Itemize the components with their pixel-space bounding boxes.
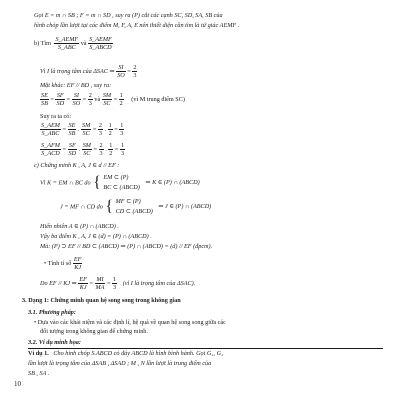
part-b: b) Tìm $\frac{\text{S\_AEMF}}{\text{S\_ABC}}$ và $\frac{\text{S\_AEMF}}{\text{S\_ABCD}}$ — [34, 36, 112, 52]
text-line: Vậy ba điểm K , A, J ∈ (d) = (P) ∩ (ABCD) . — [40, 233, 152, 240]
text-line: Gọi E = m ∩ SB ; F = m ∩ SD , suy ra (P) cắt các cạnh SC, SD, SA, SB của — [34, 12, 223, 19]
area-ratio-2: $\frac{\text{S\_AFM}}{\text{S\_ACD}}$ = $\frac{SF}{SD}$ . $\frac{SM}{SC}$ = $\frac{2}{3}$ . $\frac{1}{2}$ = $\frac{1}{3}$ — [41, 142, 125, 158]
subsection-heading: 3.1. Phương pháp: — [28, 309, 76, 316]
text-line: lần lượt là trọng tâm của ΔSAB , ΔSAD ; M , N lần lượt là trung điểm của — [28, 360, 212, 367]
ratio-result: Do EF // KJ ⇒ $\frac{EF}{KJ}$ = $\frac{MI}{MA}$ = $\frac{1}{3}$ (vì I là trọng tâm của ΔSAC). — [40, 276, 196, 292]
section-heading: 3. Dạng 1: Chứng minh quan hệ song song trong không gian — [22, 297, 181, 304]
ratio-equalities: $\frac{SE}{SB}$ = $\frac{SF}{SD}$ = $\frac{SI}{SO}$ = $\frac{2}{3}$ và $\frac{SM}{SC}$ = $\frac{1}{2}$ (vì M trung điểm SC) — [41, 92, 185, 108]
example-1: Ví dụ 1. Cho hình chóp S.ABCD có đáy ABCD là hình bình hành. Gọi G₁, G₂ — [28, 350, 224, 357]
text-line: • Dựa vào các khái niệm và các định lí, hệ quả về quan hệ song song giữa các — [34, 319, 226, 326]
k-derivation: Vì K = EM ∩ BC do { EM ⊂ (P) BC ⊂ (ABCD) ⇒ K ∈ (P) ∩ (ABCD) — [40, 173, 200, 191]
text-line: Suy ra ta có: — [40, 113, 72, 120]
text-line: Mặt khác: EF // BD , suy ra: — [40, 82, 112, 89]
centroid-ratio: Vì I là trọng tâm của ΔSAC ⇒ $\frac{SI}{SO}$ = $\frac{2}{3}$ — [40, 64, 137, 80]
text-line: hình chóp lần lượt tại các điểm M, F, A, E nên thiết diện cần tìm là tứ giác AEMF . — [34, 22, 240, 29]
text-line: SB , SA . — [28, 370, 50, 377]
j-derivation: J = MF ∩ CD do { MF ⊂ (P) CD ⊂ (ABCD) ⇒ J ∈ (P) ∩ (ABCD) — [60, 197, 212, 215]
text-line: Mà: (P) ⊃ EF // BD ⊂ (ABCD) ⇒ (P) ∩ (ABCD) = (d) // EF (đpcm). — [40, 243, 213, 250]
page-number: 10 — [14, 380, 21, 388]
text-line: đối tượng trong không gian để chứng minh. — [40, 328, 148, 335]
area-ratio-1: $\frac{\text{S\_AEM}}{\text{S\_ABC}}$ = $\frac{SE}{SB}$ . $\frac{SM}{SC}$ = $\frac{2}{3}$ . $\frac{1}{2}$ = $\frac{1}{3}$ — [41, 122, 124, 138]
ratio-task: • Tính tỉ số $\frac{EF}{KJ}$ — [44, 256, 82, 272]
text-line: Hiển nhiên A ∈ (P) ∩ (ABCD) . — [40, 223, 119, 230]
part-c: c) Chứng minh K , A, J ∈ d // EF : — [34, 162, 120, 169]
example-top-rule — [28, 348, 383, 349]
subsection-heading: 3.2. Ví dụ minh họa: — [28, 339, 81, 346]
